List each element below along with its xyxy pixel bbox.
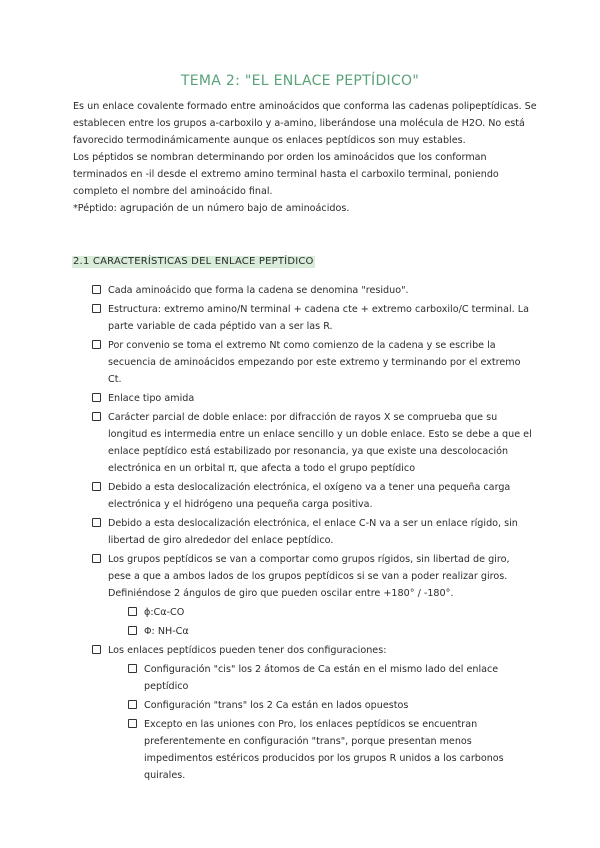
list-item — [92, 642, 532, 659]
list-item-text: Los enlaces peptídicos pueden tener dos configuraciones: — [108, 645, 387, 656]
checkbox[interactable] — [92, 285, 101, 294]
list-item-text: Enlace tipo amida — [108, 393, 195, 404]
sub-list-item-text: ϕ:Cα-CO — [144, 607, 185, 618]
sub-list-item — [128, 623, 532, 640]
sub-list-item — [128, 604, 532, 621]
list-item-text: Debido a esta deslocalización electrónica, el enlace C-N va a ser un enlace rígido, sin libertad de giro alrededor del enlace peptídico. — [108, 518, 518, 546]
list-item — [92, 282, 532, 299]
checkbox[interactable] — [92, 304, 101, 313]
list-item — [92, 409, 532, 477]
list-item-text: Por convenio se toma el extremo Nt como comienzo de la cadena y se escribe la secuencia de aminoácidos empezando por este extremo y terminando por el extremo Ct. — [108, 340, 521, 385]
checkbox[interactable] — [92, 412, 101, 421]
checkbox[interactable] — [92, 645, 101, 654]
checklist — [92, 282, 532, 786]
list-item — [92, 301, 532, 335]
checkbox[interactable] — [92, 393, 101, 402]
list-item — [92, 551, 532, 602]
configuration-sublist — [92, 661, 532, 784]
intro-paragraph: Los péptidos se nombran determinando por orden los aminoácidos que los conforman terminados en -il desde el extremo amino terminal hasta el carboxilo terminal, poniendo completo el nombre del aminoácido final. — [73, 152, 499, 197]
list-item-text: Cada aminoácido que forma la cadena se denomina "residuo". — [108, 285, 409, 296]
sub-list-item-text: Configuración "trans" los 2 Ca están en lados opuestos — [144, 700, 409, 711]
intro-note: *Péptido: agrupación de un número bajo de aminoácidos. — [73, 203, 350, 214]
sub-list-item — [128, 661, 532, 695]
checkbox[interactable] — [92, 482, 101, 491]
sub-list-item-text: Excepto en las uniones con Pro, los enlaces peptídicos se encuentran preferentemente en configuración "trans", porque presentan menos impedimentos estéricos producidos por los grupos R unidos a los carbonos quirales. — [144, 719, 504, 781]
sub-list-item — [128, 697, 532, 714]
list-item — [92, 479, 532, 513]
checkbox[interactable] — [92, 518, 101, 527]
checkbox[interactable] — [128, 700, 137, 709]
checkbox[interactable] — [128, 664, 137, 673]
intro-paragraph: Es un enlace covalente formado entre aminoácidos que conforma las cadenas polipeptídicas. Se establecen entre los grupos a-carboxilo y a-amino, liberándose una molécula de H2O. No está favorecido termodinámicamente aunque os enlaces peptídicos son muy estables. — [73, 101, 537, 146]
list-item-text: Debido a esta deslocalización electrónica, el oxígeno va a tener una pequeña carga electrónica y el hidrógeno una pequeña carga positiva. — [108, 482, 511, 510]
sub-list-item-text: Configuración "cis" los 2 átomos de Ca están en el mismo lado del enlace peptídico — [144, 664, 499, 692]
list-item — [92, 390, 532, 407]
intro-text — [73, 98, 543, 217]
checkbox[interactable] — [92, 340, 101, 349]
checkbox[interactable] — [128, 719, 137, 728]
sub-list-item-text: Φ: NH-Cα — [144, 626, 189, 637]
list-item — [92, 337, 532, 388]
checkbox[interactable] — [128, 607, 137, 616]
sub-list-item — [128, 716, 532, 784]
angle-sublist — [92, 604, 532, 640]
list-item-text: Estructura: extremo amino/N terminal + cadena cte + extremo carboxilo/C terminal. La parte variable de cada péptido van a ser las R. — [108, 304, 529, 332]
checkbox[interactable] — [128, 626, 137, 635]
checkbox[interactable] — [92, 554, 101, 563]
list-item — [92, 515, 532, 549]
section-heading: 2.1 CARACTERÍSTICAS DEL ENLACE PEPTÍDICO — [73, 256, 314, 267]
page-title: TEMA 2: "EL ENLACE PEPTÍDICO" — [180, 73, 420, 89]
list-item-text: Los grupos peptídicos se van a comportar como grupos rígidos, sin libertad de giro, pese a que a ambos lados de los grupos peptídicos si se van a poder realizar giros. Definiéndose 2 ángulos de giro que pueden oscilar entre +180° / -180°. — [108, 554, 510, 599]
list-item-text: Carácter parcial de doble enlace: por difracción de rayos X se comprueba que su longitud es intermedia entre un enlace sencillo y un doble enlace. Esto se debe a que el enlace peptídico está estabilizado por resonancia, ya que existe una descolocación electrónica en un orbital π, que afecta a todo el grupo peptídico — [108, 412, 532, 474]
